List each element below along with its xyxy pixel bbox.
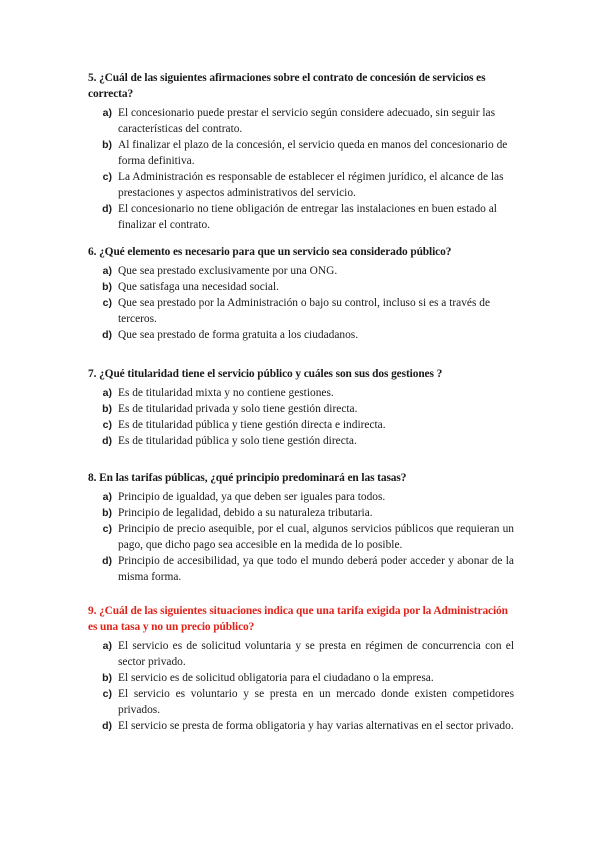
option-b: [88, 505, 514, 521]
option-text: Al finalizar el plazo de la concesión, el servicio queda en manos del concesionario de forma definitiva.: [118, 139, 508, 167]
option-text: Que sea prestado de forma gratuita a los ciudadanos.: [118, 329, 359, 341]
option-d: [88, 327, 514, 343]
option-text: Es de titularidad pública y solo tiene gestión directa.: [118, 435, 357, 447]
option-text: Que sea prestado exclusivamente por una ONG.: [118, 265, 338, 277]
option-letter: d): [102, 329, 112, 341]
option-letter: b): [102, 281, 112, 293]
question-title: 6. ¿Qué elemento es necesario para que un servicio sea considerado público?: [88, 246, 452, 258]
option-text: El concesionario no tiene obligación de entregar las instalaciones en buen estado al finalizar el contrato.: [118, 203, 497, 231]
option-d: [88, 433, 514, 449]
option-a: [88, 385, 514, 401]
option-text: El concesionario puede prestar el servicio según considere adecuado, sin seguir las características del contrato.: [118, 107, 496, 135]
option-b: [88, 279, 514, 295]
option-letter: a): [102, 387, 112, 399]
option-d: [88, 718, 514, 734]
option-letter: c): [102, 523, 112, 535]
option-letter: d): [102, 555, 112, 567]
question-title-highlighted: 9. ¿Cuál de las siguientes situaciones indica que una tarifa exigida por la Administración es una tasa y no un precio público?: [88, 605, 508, 633]
option-text: Principio de legalidad, debido a su naturaleza tributaria.: [118, 507, 373, 519]
option-c: [88, 169, 514, 201]
option-text: El servicio es de solicitud voluntaria y se presta en régimen de concurrencia con el sector privado.: [118, 640, 514, 668]
option-letter: c): [102, 297, 112, 309]
option-b: [88, 670, 514, 686]
option-text: Es de titularidad privada y solo tiene gestión directa.: [118, 403, 358, 415]
option-letter: c): [102, 419, 112, 431]
option-c: [88, 686, 514, 718]
option-text: Es de titularidad mixta y no contiene gestiones.: [118, 387, 334, 399]
question-title: 5. ¿Cuál de las siguientes afirmaciones sobre el contrato de concesión de servicios es correcta?: [88, 72, 486, 100]
option-c: [88, 295, 514, 327]
option-letter: b): [102, 403, 112, 415]
option-text: Que sea prestado por la Administración o bajo su control, incluso si es a través de terceros.: [118, 297, 491, 325]
question-title: 7. ¿Qué titularidad tiene el servicio público y cuáles son sus dos gestiones ?: [88, 368, 443, 380]
option-d: [88, 553, 514, 585]
option-letter: b): [102, 507, 112, 519]
question-6: [88, 244, 514, 343]
option-text: Principio de accesibilidad, ya que todo el mundo deberá poder acceder y abonar de la misma forma.: [118, 555, 514, 583]
option-c: [88, 521, 514, 553]
option-b: [88, 137, 514, 169]
option-text: La Administración es responsable de establecer el régimen jurídico, el alcance de las prestaciones y aspectos administrativos del servicio.: [118, 171, 504, 199]
question-9: [88, 603, 514, 734]
option-letter: a): [102, 107, 112, 119]
option-text: Es de titularidad pública y tiene gestión directa e indirecta.: [118, 419, 386, 431]
option-letter: a): [102, 265, 112, 277]
option-a: [88, 263, 514, 279]
option-letter: d): [102, 435, 112, 447]
option-letter: d): [102, 720, 112, 732]
option-text: Que satisfaga una necesidad social.: [118, 281, 279, 293]
option-letter: b): [102, 672, 112, 684]
question-5: [88, 70, 514, 233]
option-letter: a): [102, 640, 112, 652]
question-title: 8. En las tarifas públicas, ¿qué principio predominará en las tasas?: [88, 472, 407, 484]
option-c: [88, 417, 514, 433]
option-text: El servicio es de solicitud obligatoria para el ciudadano o la empresa.: [118, 672, 434, 684]
option-letter: d): [102, 203, 112, 215]
option-letter: b): [102, 139, 112, 151]
option-b: [88, 401, 514, 417]
option-text: Principio de igualdad, ya que deben ser iguales para todos.: [118, 491, 386, 503]
option-a: [88, 105, 514, 137]
option-text: Principio de precio asequible, por el cual, algunos servicios públicos que requieran un pago, que dicho pago sea accesible en la medida de lo posible.: [118, 523, 514, 551]
option-d: [88, 201, 514, 233]
option-a: [88, 489, 514, 505]
option-letter: c): [102, 171, 112, 183]
option-a: [88, 638, 514, 670]
option-text: El servicio se presta de forma obligatoria y hay varias alternativas en el sector privado.: [118, 720, 514, 732]
question-7: [88, 366, 514, 449]
option-letter: a): [102, 491, 112, 503]
option-letter: c): [102, 688, 112, 700]
question-8: [88, 470, 514, 585]
option-text: El servicio es voluntario y se presta en un mercado donde existen competidores privados.: [118, 688, 514, 716]
